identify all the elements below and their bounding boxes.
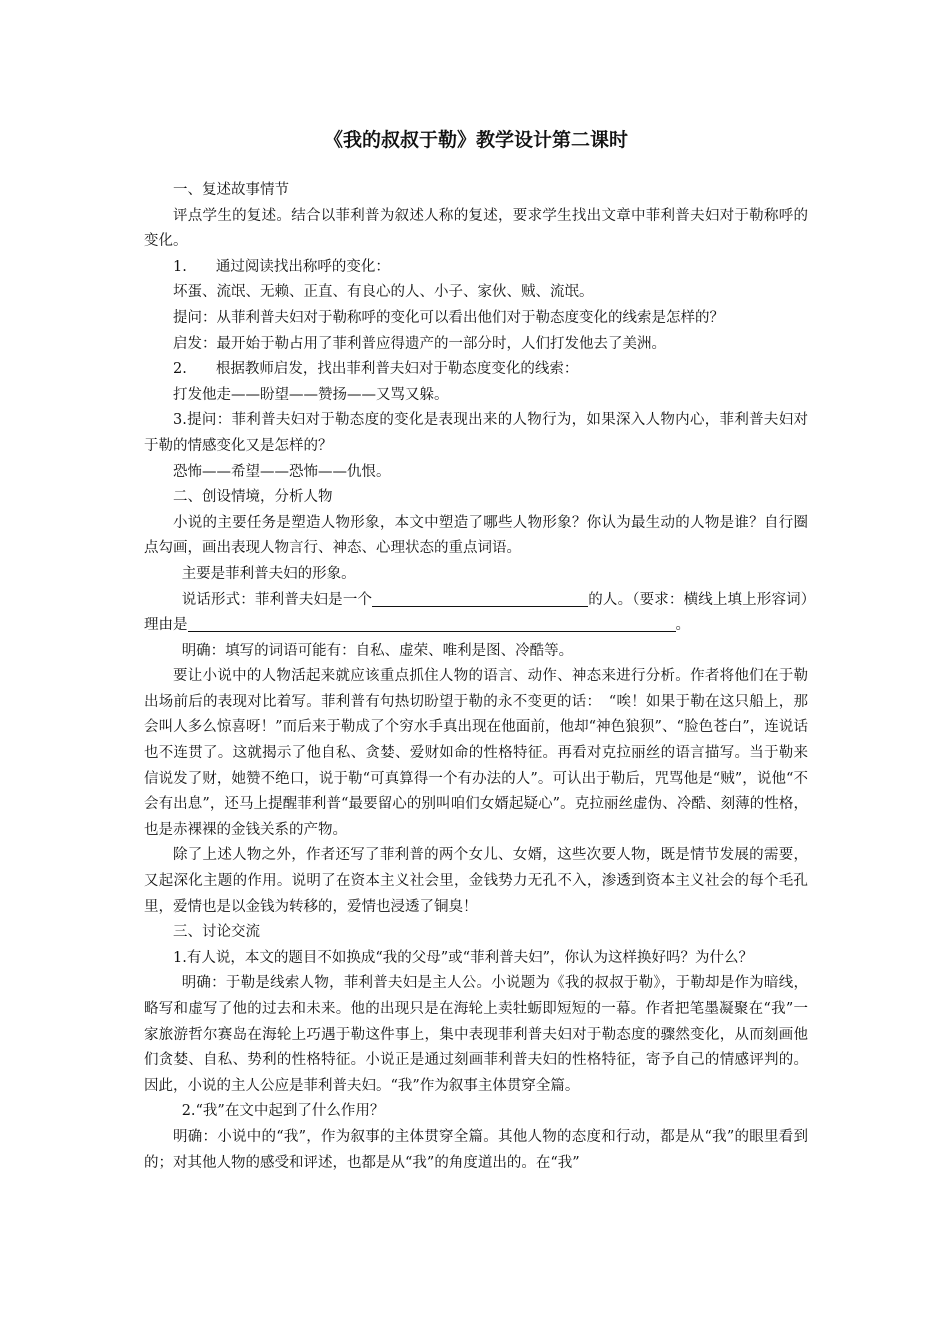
fill-blank-adjective (372, 590, 588, 607)
paragraph: 评点学生的复述。结合以菲利普为叙述人称的复述，要求学生找出文章中菲利普夫妇对于勒称呼的变化。 (144, 207, 808, 250)
fill-prefix: 说话形式：菲利普夫妇是一个 (181, 591, 373, 608)
fill-in-exercise (144, 588, 808, 639)
list-item-1: 1. 通过阅读找出称呼的变化： (173, 258, 390, 275)
document-title: 《我的叔叔于勒》教学设计第二课时 (323, 129, 628, 151)
list-item-2: 2. 根据教师启发，找出菲利普夫妇对于勒态度变化的线索： (173, 361, 579, 378)
paragraph: 打发他走——盼望——赞扬——又骂又躲。 (173, 386, 449, 403)
question-1: 1.有人说，本文的题目不如换成“我的父母”或“菲利普夫妇”，你认为这样换好吗？为什么？ (173, 949, 753, 966)
paragraph: 启发：最开始于勒占用了菲利普应得遗产的一部分时，人们打发他去了美洲。 (173, 335, 666, 352)
section-heading-2: 二、创设情境，分析人物 (173, 489, 333, 506)
fill-middle: 的人。（要求：横线上填上形容词）理由是 (144, 591, 809, 634)
paragraph: 除了上述人物之外，作者还写了菲利普的两个女儿、女婿，这些次要人物，既是情节发展的需要，又起深化主题的作用。说明了在资本主义社会里，金钱势力无孔不入，渗透到资本主义社会的每个毛孔里，爱情也是以金钱为转移的，爱情也浸透了铜臭！ (144, 847, 808, 915)
answer-1: 明确：于勒是线索人物，菲利普夫妇是主人公。小说题为《我的叔叔于勒》，于勒却是作为暗线，略写和虚写了他的过去和未来。他的出现只是在海轮上卖牡蛎即短短的一幕。作者把笔墨凝聚在“我”一家旅游哲尔赛岛在海轮上巧遇于勒这件事上，集中表现菲利普夫妇对于勒态度的骤然变化，从而刻画他们贪婪、自私、势利的性格特征。小说正是通过刻画菲利普夫妇的性格特征，寄予自己的情感评判的。因此，小说的主人公应是菲利普夫妇。“我”作为叙事主体贯穿全篇。 (144, 975, 808, 1094)
paragraph: 明确：填写的词语可能有：自私、虚荣、唯利是图、冷酷等。 (181, 642, 574, 659)
paragraph: 坏蛋、流氓、无赖、正直、有良心的人、小子、家伙、贼、流氓。 (173, 284, 594, 301)
question-2: 2.“我”在文中起到了什么作用？ (181, 1103, 385, 1120)
section-heading-3: 三、讨论交流 (173, 924, 260, 941)
section-heading-1: 一、复述故事情节 (173, 182, 289, 198)
paragraph: 主要是菲利普夫妇的形象。 (181, 565, 356, 582)
fill-suffix: 。 (675, 617, 690, 634)
list-item-3: 3.提问：菲利普夫妇对于勒态度的变化是表现出来的人物行为，如果深入人物内心，菲利普夫妇对于勒的情感变化又是怎样的？ (144, 412, 808, 454)
document-body (144, 120, 808, 1176)
paragraph: 小说的主要任务是塑造人物形象，本文中塑造了哪些人物形象？你认为最生动的人物是谁？自行圈点勾画，画出表现人物言行、神态、心理状态的重点词语。 (144, 514, 808, 557)
paragraph: 提问：从菲利普夫妇对于勒称呼的变化可以看出他们对于勒态度变化的线索是怎样的？ (173, 309, 724, 326)
paragraph: 恐怖——希望——恐怖——仇恨。 (173, 463, 391, 480)
fill-blank-reason (188, 615, 676, 632)
paragraph: 要让小说中的人物活起来就应该重点抓住人物的语言、动作、神态来进行分析。作者将他们在于勒出场前后的表现对比着写。菲利普有句热切盼望于勒的永不变更的话： “唉！如果于勒在这只船上，那会叫人多么惊喜呀！”而后来于勒成了个穷水手真出现在他面前，他却“神色狼狈”、“脸色苍白”，连说话也不连贯了。这就揭示了他自私、贪婪、爱财如命的性格特征。再看对克拉丽丝的语言描写。当于勒来信说发了财，她赞不绝口，说于勒“可真算得一个有办法的人”。可认出于勒后，咒骂他是“贼”，说他“不会有出息”，还马上提醒菲利普“最要留心的别叫咱们女婿起疑心”。克拉丽丝虚伪、冷酷、刻薄的性格，也是赤裸裸的金钱关系的产物。 (144, 668, 808, 838)
answer-2: 明确：小说中的“我”，作为叙事的主体贯穿全篇。其他人物的态度和行动，都是从“我”的眼里看到的；对其他人物的感受和评述，也都是从“我”的角度道出的。在“我” (144, 1128, 808, 1171)
